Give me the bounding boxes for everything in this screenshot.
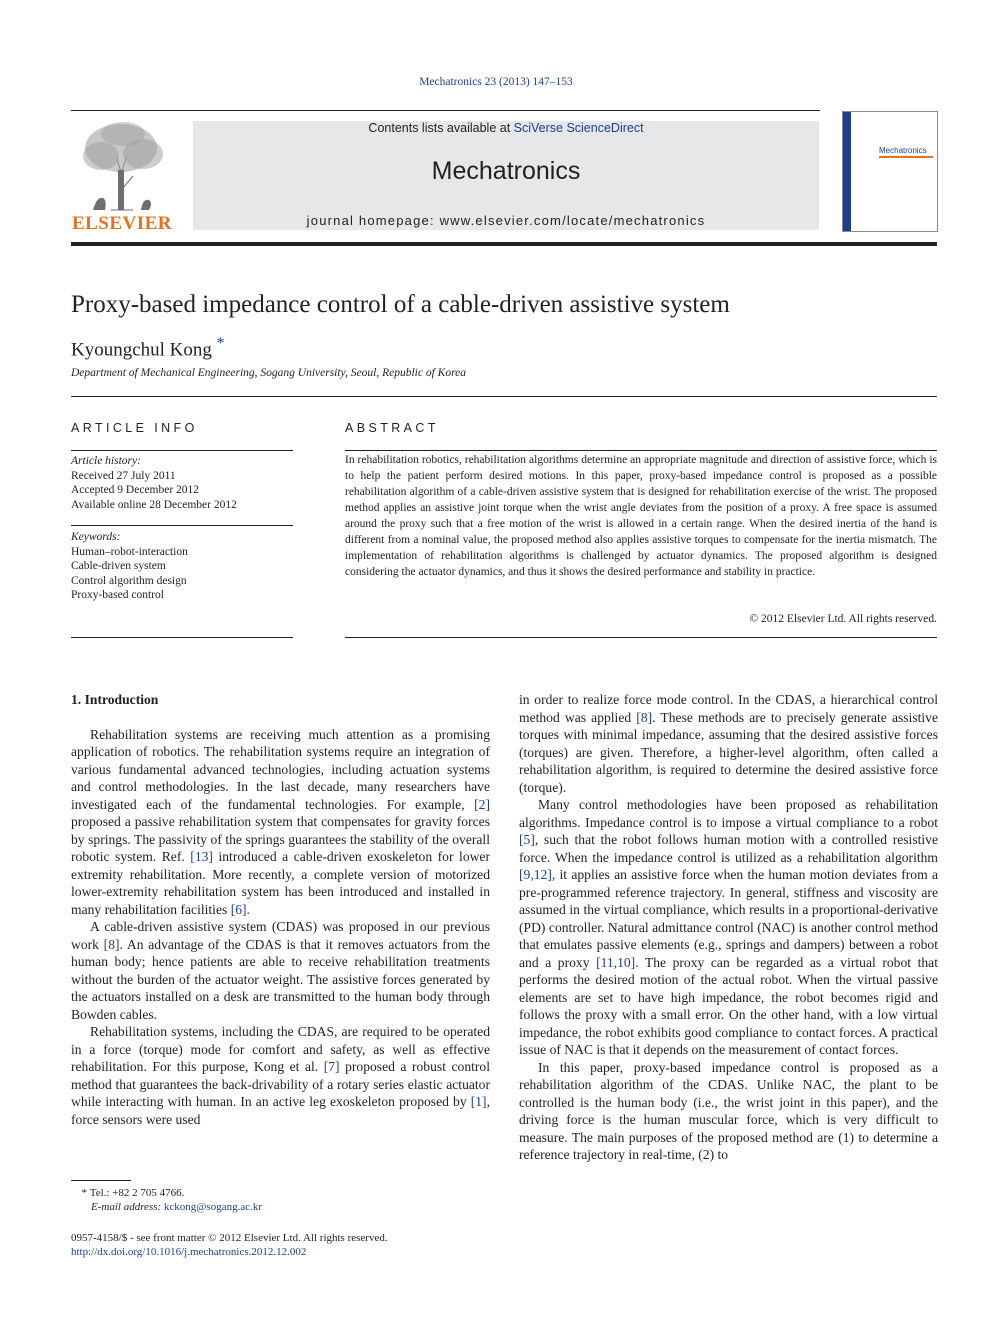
- author-email-link[interactable]: kckong@sogang.ac.kr: [163, 1201, 263, 1213]
- footnote-rule: [71, 1180, 131, 1181]
- paragraph: In this paper, proxy-based impedance control is proposed as a rehabilitation algorithm of the CDAS. Unlike NAC, the plant to be controlled is the human body (i.e., the wrist joint in this paper), and the driving force is the human muscular force, which is very difficult to measure. The main purposes of the proposed method are (1) to determine a reference trajectory in real-time, (2) to: [519, 1059, 938, 1162]
- citation-link[interactable]: [8]: [103, 936, 120, 952]
- journal-cover-thumbnail: [842, 111, 938, 232]
- doi-link[interactable]: http://dx.doi.org/10.1016/j.mechatronics.2012.12.002: [71, 1246, 307, 1258]
- history-received: Received 27 July 2011: [71, 469, 176, 482]
- issn-line: 0957-4158/$ - see front matter © 2012 Elsevier Ltd. All rights reserved.: [71, 1232, 388, 1244]
- citation-link[interactable]: [1]: [470, 1094, 487, 1109]
- citation-link[interactable]: [2]: [474, 796, 490, 812]
- keyword: Cable-driven system: [71, 560, 166, 572]
- elsevier-logo: [71, 118, 173, 233]
- citation-link[interactable]: [11,10]: [596, 954, 636, 970]
- masthead-rule: [71, 242, 937, 246]
- contents-availability: Contents lists available at SciVerse ScienceDirect: [368, 121, 644, 135]
- cover-title: Mechatronics: [879, 146, 927, 155]
- homepage-link[interactable]: www.elsevier.com/locate/mechatronics: [439, 213, 706, 228]
- journal-homepage: journal homepage: www.elsevier.com/locate/mechatronics: [306, 213, 706, 228]
- article-info-rule: [71, 450, 293, 451]
- elsevier-wordmark: ELSEVIER: [71, 213, 173, 234]
- body-column-right: [519, 691, 938, 1164]
- citation-link[interactable]: [6]: [230, 901, 247, 917]
- abstract-text: In rehabilitation robotics, rehabilitation algorithms determine an appropriate magnitude and direction of assistive force, which is to help the patient perform desired motions. In this paper, proxy-based impedance control is proposed as a possible rehabilitation algorithm of a cable-driven assistive system that is designed for rehabilitation exercise of the wrist. The proposed method applies an assistive joint torque when the wrist angle deviates from the position of a proxy. A free space is assumed around the proxy such that a free motion of the wrist is allowed in a certain range. When the desired inertia of the hand is different from a nominal value, the proposed method also applies assistive torques to compensate for the inertia mismatch. The implementation of rehabilitation algorithms is challenged by actuator dynamics. The proposed algorithm is designed considering the actuator dynamics, and thus it shows the desired performance and stability in practice.: [345, 454, 937, 578]
- paragraph: Rehabilitation systems, including the CDAS, are required to be operated in a force (torque) mode for comfort and safety, as well as effective rehabilitation. For this purpose, Kong et al. [7] proposed a robust control method that guarantees the back-drivability of a rotary series elastic actuator while interacting with human. In an active leg exoskeleton proposed by [1], force sensors were used: [71, 1024, 490, 1127]
- abstract-rule: [345, 450, 937, 451]
- abstract-copyright: © 2012 Elsevier Ltd. All rights reserved.: [749, 613, 937, 625]
- history-label: Article history:: [71, 455, 141, 467]
- paragraph: in order to realize force mode control. In the CDAS, a hierarchical control method was applied [8]. These methods are to precisely generate assistive torques with minimal impedance, assuming that the desired assistive forces (torques) are given. Therefore, a higher-level algorithm, often called a rehabilitation algorithm, is required to determine the desired assistive force (torque).: [519, 692, 939, 795]
- section-heading: 1. Introduction: [71, 692, 159, 707]
- author-footnote-mark[interactable]: *: [216, 335, 225, 352]
- paragraph: Many control methodologies have been proposed as rehabilitation algorithms. Impedance control is to impose a virtual compliance to a robot [5], such that the robot follows human motion with a controlled resistive force. When the impedance control is utilized as a rehabilitation algorithm [9,12], it applies an assistive force when the human motion deviates from a pre-programmed reference trajectory. In general, stiffness and viscosity are assumed in the virtual compliance, which results in a proportional-derivative (PD) controller. Natural admittance control (NAC) is another control method that emulates passive elements (e.g., springs and dampers) between a robot and a proxy [11,10]. The proxy can be regarded as a virtual robot that performs the desired motion of the actual robot. When the virtual passive elements are set to have high impedance, the robot becomes rigid and follows the proxy with a small error. On the other hand, with a low virtual impedance, the robot exhibits good compliance to contact forces. A practical issue of NAC is that it depends on the measurement of contact forces.: [519, 797, 938, 1057]
- keywords-label: Keywords:: [71, 531, 121, 543]
- citation-link[interactable]: [5]: [519, 832, 535, 847]
- journal-citation[interactable]: Mechatronics 23 (2013) 147–153: [419, 76, 573, 88]
- body-column-left: [71, 691, 490, 1128]
- author-affiliation: Department of Mechanical Engineering, Sogang University, Seoul, Republic of Korea: [71, 367, 466, 379]
- footnote: [71, 1186, 262, 1214]
- history-accepted: Accepted 9 December 2012: [71, 484, 200, 496]
- keyword: Control algorithm design: [71, 574, 187, 587]
- article-info-bottom-rule: [71, 637, 293, 638]
- citation-link[interactable]: [7]: [323, 1059, 340, 1074]
- citation-link[interactable]: [8]: [636, 709, 653, 725]
- header-rule: [71, 110, 820, 111]
- paragraph: A cable-driven assistive system (CDAS) was proposed in our previous work [8]. An advantage of the CDAS is that it removes actuators from the human body; hence patients are able to receive rehabilitation treatments without the burden of the actuator weight. The assistive forces generated by the actuators installed on a desk are transmitted to the human body through Bowden cables.: [71, 919, 490, 1022]
- tree-icon: [71, 118, 173, 213]
- citation-link[interactable]: [9,12]: [519, 867, 552, 882]
- journal-masthead: [193, 121, 819, 230]
- cover-band: [843, 112, 851, 231]
- keyword: Proxy-based control: [71, 589, 164, 601]
- citation-link[interactable]: [13]: [190, 849, 213, 864]
- article-history: [71, 454, 237, 512]
- abstract-heading: ABSTRACT: [345, 421, 439, 435]
- footnote-tel: Tel.: +82 2 705 4766.: [89, 1187, 185, 1199]
- abstract-bottom-rule: [345, 637, 937, 638]
- paragraph: Rehabilitation systems are receiving much attention as a promising application of robotics. The rehabilitation systems require an integration of various fundamental advanced technologies, including actuation systems and control methodologies. In the last decade, many researchers have investigated each of the fundamental technologies. For example, [2] proposed a passive rehabilitation system that compensates for gravity forces by springs. The passivity of the springs guarantees the stability of the overall robotic system. Ref. [13] introduced a cable-driven exoskeleton for lower extremity rehabilitation. More recently, a complete version of motorized lower-extremity rehabilitation system has been introduced and installed in many rehabilitation facilities [6].: [71, 726, 490, 917]
- title-rule: [71, 396, 937, 397]
- article-info-heading: ARTICLE INFO: [71, 421, 198, 435]
- keyword: Human–robot-interaction: [71, 545, 188, 558]
- cover-line: [879, 156, 933, 158]
- article-title: Proxy-based impedance control of a cable-driven assistive system: [71, 291, 730, 318]
- footnote-mark: *: [81, 1187, 87, 1199]
- footnote-email-label: E-mail address:: [91, 1201, 162, 1213]
- keywords-rule: [71, 525, 293, 526]
- front-matter: [71, 1231, 388, 1259]
- article-author: Kyoungchul Kong *: [71, 335, 225, 361]
- keywords: [71, 530, 188, 603]
- sciencedirect-link[interactable]: SciVerse ScienceDirect: [513, 121, 644, 135]
- journal-name: Mechatronics: [431, 157, 581, 185]
- history-online: Available online 28 December 2012: [71, 498, 237, 511]
